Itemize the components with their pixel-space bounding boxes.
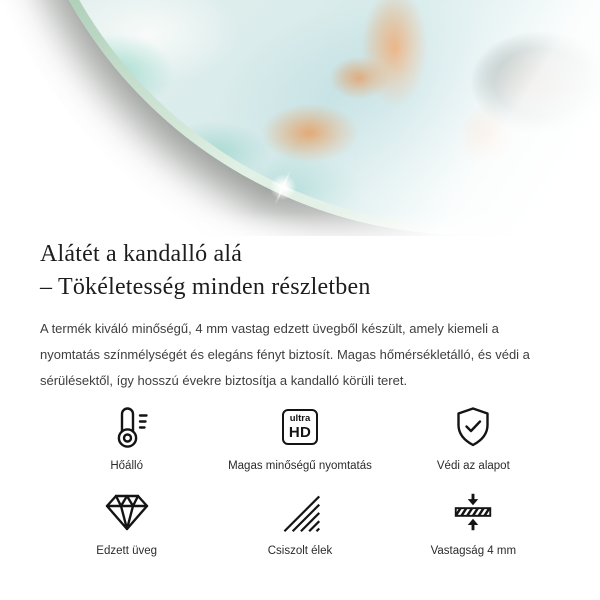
feature-tempered-glass — [40, 490, 213, 558]
title-line-1: Alátét a kandalló alá — [40, 241, 243, 267]
feature-label: Hőálló — [110, 460, 143, 472]
uhd-badge-bottom: HD — [288, 423, 312, 441]
feature-high-quality-print — [213, 405, 386, 473]
polished-edges-icon — [278, 490, 322, 534]
thermometer-icon — [104, 405, 150, 449]
ultra-hd-icon — [282, 405, 318, 449]
feature-thickness-4mm — [387, 490, 560, 558]
feature-label: Vastagság 4 mm — [430, 545, 517, 557]
product-hero-image — [0, 0, 600, 236]
uhd-badge-top: ultra — [289, 413, 311, 425]
feature-heat-resistant — [40, 405, 213, 473]
thickness-icon — [450, 490, 496, 534]
feature-label: Magas minőségű nyomtatás — [228, 460, 372, 472]
feature-label: Edzett üveg — [96, 545, 158, 557]
product-description: A termék kiváló minőségű, 4 mm vastag edzett üvegből készült, amely kiemeli a nyomtatás színmélységét és elegáns fényt biztosít. Magas hőmérsékletálló, és védi a sérülésektől, így hosszú évekre biztosítja a kandalló körüli teret. — [40, 321, 530, 388]
marble-print-surface — [19, 0, 600, 226]
shield-check-icon — [450, 405, 496, 449]
feature-protects-base — [387, 405, 560, 473]
content-area — [0, 238, 600, 558]
title-line-2: – Tökéletesség minden részletben — [40, 274, 371, 300]
feature-polished-edges — [213, 490, 386, 558]
feature-label: Védi az alapot — [436, 460, 510, 472]
diamond-icon — [103, 490, 151, 534]
feature-grid — [40, 405, 560, 558]
round-glass-hearth-pad-image — [10, 0, 600, 235]
page-title — [40, 238, 560, 304]
feature-label: Csiszolt élek — [267, 545, 333, 557]
